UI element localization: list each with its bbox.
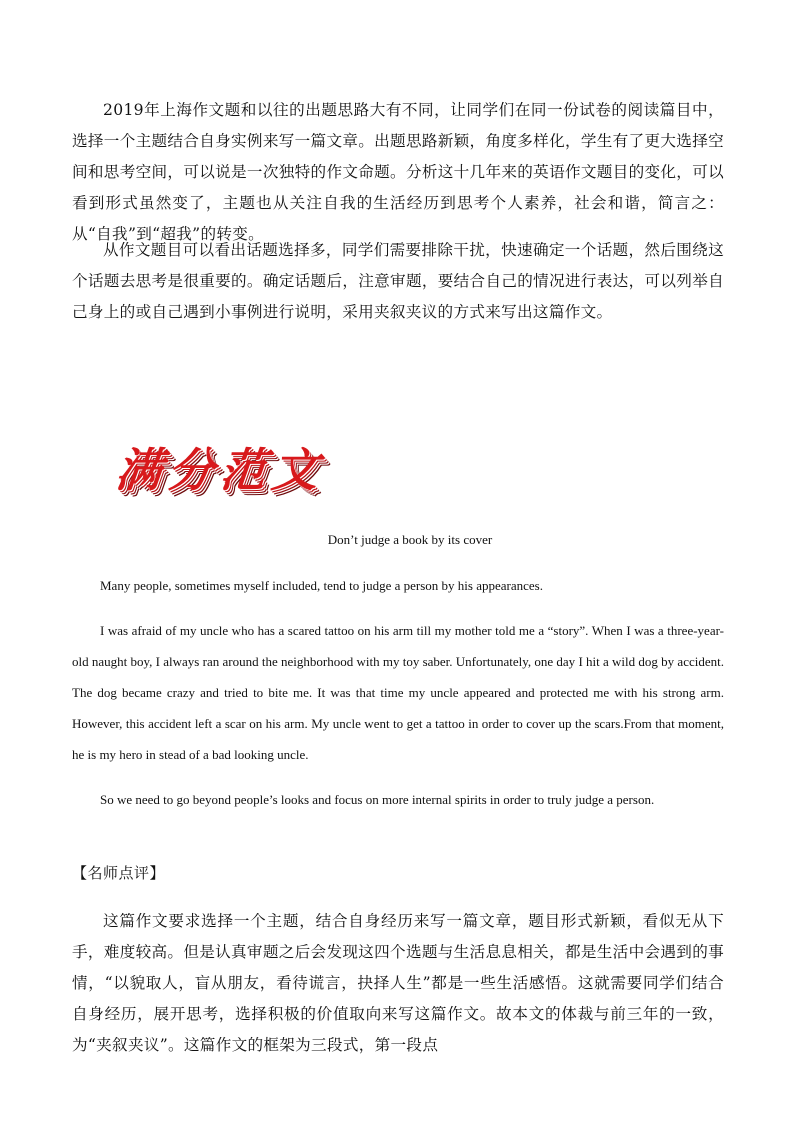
model-essay-banner [113,440,356,500]
teacher-comment-heading: 【名师点评】 [72,864,166,882]
essay-paragraph-1: Many people, sometimes myself included, tend to judge a person by his appearances. [100,578,543,593]
teacher-comment-paragraph: 这篇作文要求选择一个主题，结合自身经历来写一篇文章，题目形式新颖，看似无从下手，难度较高。但是认真审题之后会发现这四个选题与生活息息相关，都是生活中会遇到的事情，“以貌取人，盲从朋友，看待谎言，抉择人生”都是一些生活感悟。这就需要同学们结合自身经历，展开思考，选择积极的价值取向来写这篇作文。故本文的体裁与前三年的一致，为“夹叙夹议”。这篇作文的框架为三段式，第一段点 [72,912,724,1054]
essay-title: Don’t judge a book by its cover [327,532,493,547]
banner-title: 满分范文 [113,443,327,497]
intro-paragraph-2: 从作文题目可以看出话题选择多，同学们需要排除干扰，快速确定一个话题，然后围绕这个话题去思考是很重要的。确定话题后，注意审题，要结合自己的情况进行表达，可以列举自己身上的或自己遇到小事例进行说明，采用夹叙夹议的方式来写出这篇作文。 [72,241,724,321]
intro-paragraph-1: 2019年上海作文题和以往的出题思路大有不同，让同学们在同一份试卷的阅读篇目中，选择一个主题结合自身实例来写一篇文章。出题思路新颖，角度多样化，学生有了更大选择空间和思考空间，可以说是一次独特的作文命题。分析这十几年来的英语作文题目的变化，可以看到形式虽然变了，主题也从关注自我的生活经历到思考个人素养，社会和谐，简言之：从“自我”到“超我”的转变。 [72,101,724,243]
essay-paragraph-2: I was afraid of my uncle who has a scared tattoo on his arm till my mother told me a “story”. When I was a three-year-old naught boy, I always ran around the neighborhood with my toy saber. Unfortunately, one day I hit a wild dog by accident. The dog became crazy and tried to bite me. It was that time my uncle appeared and protected me with his strong arm. However, this accident left a scar on his arm. My uncle went to get a tattoo in order to cover up the scars.From that moment, he is my hero in stead of a bad looking uncle. [72,623,724,762]
essay-paragraph-3: So we need to go beyond people’s looks and focus on more internal spirits in order to truly judge a person. [100,792,655,807]
